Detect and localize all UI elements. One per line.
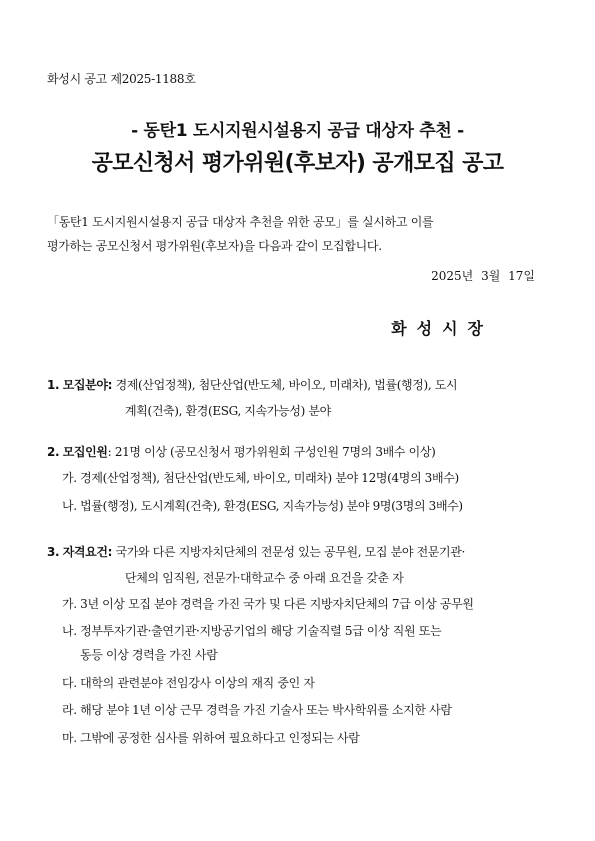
section-2-item: 가. 경제(산업정책), 첨단산업(반도체, 바이오, 미래차) 분야 12명(4명의 3배수) — [62, 471, 459, 485]
section-number: 2. — [47, 445, 60, 459]
section-label: 모집인원 — [62, 445, 108, 459]
section-3-item: 마. 그밖에 공정한 심사를 위하여 필요하다고 인정되는 사람 — [62, 731, 360, 745]
section-3-continuation: 단체의 임직원, 전문가·대학교수 중 아래 요건을 갖춘 자 — [125, 571, 404, 585]
section-3-item: 나. 정부투자기관·출연기관·지방공기업의 해당 기술직렬 5급 이상 직원 또는 — [62, 624, 442, 638]
document-title: 공모신청서 평가위원(후보자) 공개모집 공고 — [91, 151, 504, 176]
section-1-heading — [47, 376, 457, 393]
section-label: 모집분야: — [62, 378, 113, 392]
section-number: 1. — [47, 378, 60, 392]
section-1-continuation: 계획(건축), 환경(ESG, 지속가능성) 분야 — [125, 404, 331, 418]
document-subtitle: - 동탄1 도시지원시설용지 공급 대상자 추천 - — [131, 121, 464, 141]
section-2-item: 나. 법률(행정), 도시계획(건축), 환경(ESG, 지속가능성) 분야 9명(3명의 3배수) — [62, 499, 463, 513]
section-number: 3. — [47, 545, 60, 559]
notice-date: 2025년 3월 17일 — [431, 269, 535, 283]
section-text: 경제(산업정책), 첨단산업(반도체, 바이오, 미래차), 법률(행정), 도시 — [115, 378, 458, 392]
section-3-item: 다. 대학의 관련분야 전임강사 이상의 재직 중인 자 — [62, 676, 315, 690]
section-3-item: 라. 해당 분야 1년 이상 근무 경력을 가진 기술사 또는 박사학위를 소지한 사람 — [62, 703, 452, 717]
issuer-name: 화성시장 — [391, 319, 493, 338]
intro-paragraph — [47, 210, 552, 258]
section-text: : 21명 이상 (공모신청서 평가위원회 구성인원 7명의 3배수 이상) — [107, 445, 436, 459]
section-3-item-continuation: 동등 이상 경력을 가진 사람 — [80, 648, 218, 662]
section-2-heading — [47, 443, 435, 460]
section-text: 국가와 다른 지방자치단체의 전문성 있는 공무원, 모집 분야 전문기관· — [115, 545, 466, 559]
intro-line: 평가하는 공모신청서 평가위원(후보자)을 다음과 같이 모집합니다. — [47, 239, 382, 253]
section-3-item: 가. 3년 이상 모집 분야 경력을 가진 국가 및 다른 지방자치단체의 7급 이상 공무원 — [62, 597, 474, 611]
intro-line: 「동탄1 도시지원시설용지 공급 대상자 추천을 위한 공모」를 실시하고 이를 — [47, 215, 434, 229]
section-label: 자격요건: — [62, 545, 113, 559]
section-3-heading — [47, 543, 465, 560]
notice-number: 화성시 공고 제2025-1188호 — [47, 72, 196, 86]
